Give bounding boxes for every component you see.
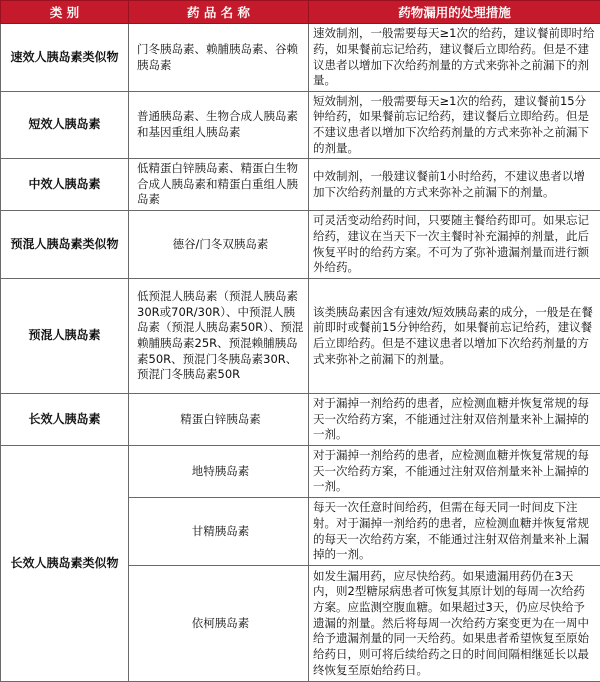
category-cell: 预混人胰岛素 [1,279,129,394]
category-cell: 速效人胰岛素类似物 [1,24,129,92]
measure-cell: 可灵活变动给药时间，只要随主餐给药即可。如果忘记给药，建议在当天下一次主餐时补充漏掉的剂量，此后恢复平时的给药方案。不可为了弥补遗漏剂量而进行额外给药。 [309,211,600,279]
table-row [1,211,600,279]
drug-name-cell: 地特胰岛素 [129,446,309,498]
drug-name-cell: 精蛋白锌胰岛素 [129,394,309,446]
measure-cell: 对于漏掉一剂给药的患者，应检测血糖并恢复常规的每天一次给药方案，不能通过注射双倍剂量来补上漏掉的一剂。 [309,394,600,446]
header-category: 类 别 [1,1,129,24]
measure-cell: 短效制剂，一般需要每天≥1次的给药，建议餐前15分钟给药，如果餐前忘记给药，建议餐后立即给药。但是不建议患者以增加下次给药剂量的方式来弥补之前漏下的剂量。 [309,92,600,159]
header-missed-dose-measure: 药物漏用的处理措施 [309,1,600,24]
header-drug-name: 药 品 名 称 [129,1,309,24]
category-cell: 长效人胰岛素 [1,394,129,446]
table-header-row [1,1,600,24]
measure-cell: 该类胰岛素因含有速效/短效胰岛素的成分，一般是在餐前即时或餐前15分钟给药，如果餐前忘记给药，建议餐后立即给药。但是不建议患者以增加下次给药剂量的方式来弥补之前漏下的剂量。 [309,279,600,394]
drug-name-cell: 普通胰岛素、生物合成人胰岛素和基因重组人胰岛素 [129,92,309,159]
category-cell: 预混人胰岛素类似物 [1,211,129,279]
drug-name-cell: 低精蛋白锌胰岛素、精蛋白生物合成人胰岛素和精蛋白重组人胰岛素 [129,159,309,211]
drug-name-cell: 门冬胰岛素、赖脯胰岛素、谷赖胰岛素 [129,24,309,92]
table-row [1,279,600,394]
measure-cell: 中效制剂，一般建议餐前1小时给药，不建议患者以增加下次给药剂量的方式来弥补之前漏下的剂量。 [309,159,600,211]
drug-name-cell: 低预混人胰岛素（预混人胰岛素30R或70R/30R）、中预混人胰岛素（预混人胰岛素50R）、预混赖脯胰岛素25R、预混赖脯胰岛素50R、预混门冬胰岛素30R、预混门冬胰岛素50R [129,279,309,394]
category-cell: 长效人胰岛素类似物 [1,446,129,682]
category-cell: 中效人胰岛素 [1,159,129,211]
table-row [1,394,600,446]
table-row [1,92,600,159]
measure-cell: 速效制剂，一般需要每天≥1次的给药，建议餐前即时给药，如果餐前忘记给药，建议餐后立即给药。但是不建议患者以增加下次给药剂量的方式来弥补之前漏下的剂量。 [309,24,600,92]
measure-cell: 对于漏掉一剂给药的患者，应检测血糖并恢复常规的每天一次给药方案，不能通过注射双倍剂量来补上漏掉的一剂。 [309,446,600,498]
table-row [1,24,600,92]
table-row [1,159,600,211]
measure-cell: 每天一次任意时间给药，但需在每天同一时间皮下注射。对于漏掉一剂给药的患者，应检测血糖并恢复常规的每天一次给药方案，不能通过注射双倍剂量来补上漏掉的一剂。 [309,498,600,566]
table-row [1,446,600,498]
drug-name-cell: 德谷/门冬双胰岛素 [129,211,309,279]
category-cell: 短效人胰岛素 [1,92,129,159]
drug-name-cell: 甘精胰岛素 [129,498,309,566]
measure-cell: 如发生漏用药，应尽快给药。如果遗漏用药仍在3天内，则2型糖尿病患者可恢复其原计划的每周一次给药方案。应监测空腹血糖。如果超过3天，仍应尽快给予遗漏的剂量。然后将每周一次给药方案变更为在一周中给予遗漏剂量的同一天给药。如果患者希望恢复至原始给药日，则可将后续给药之日的时间间隔相继延长以最终恢复至原始给药日。 [309,566,600,682]
drug-name-cell: 依柯胰岛素 [129,566,309,682]
